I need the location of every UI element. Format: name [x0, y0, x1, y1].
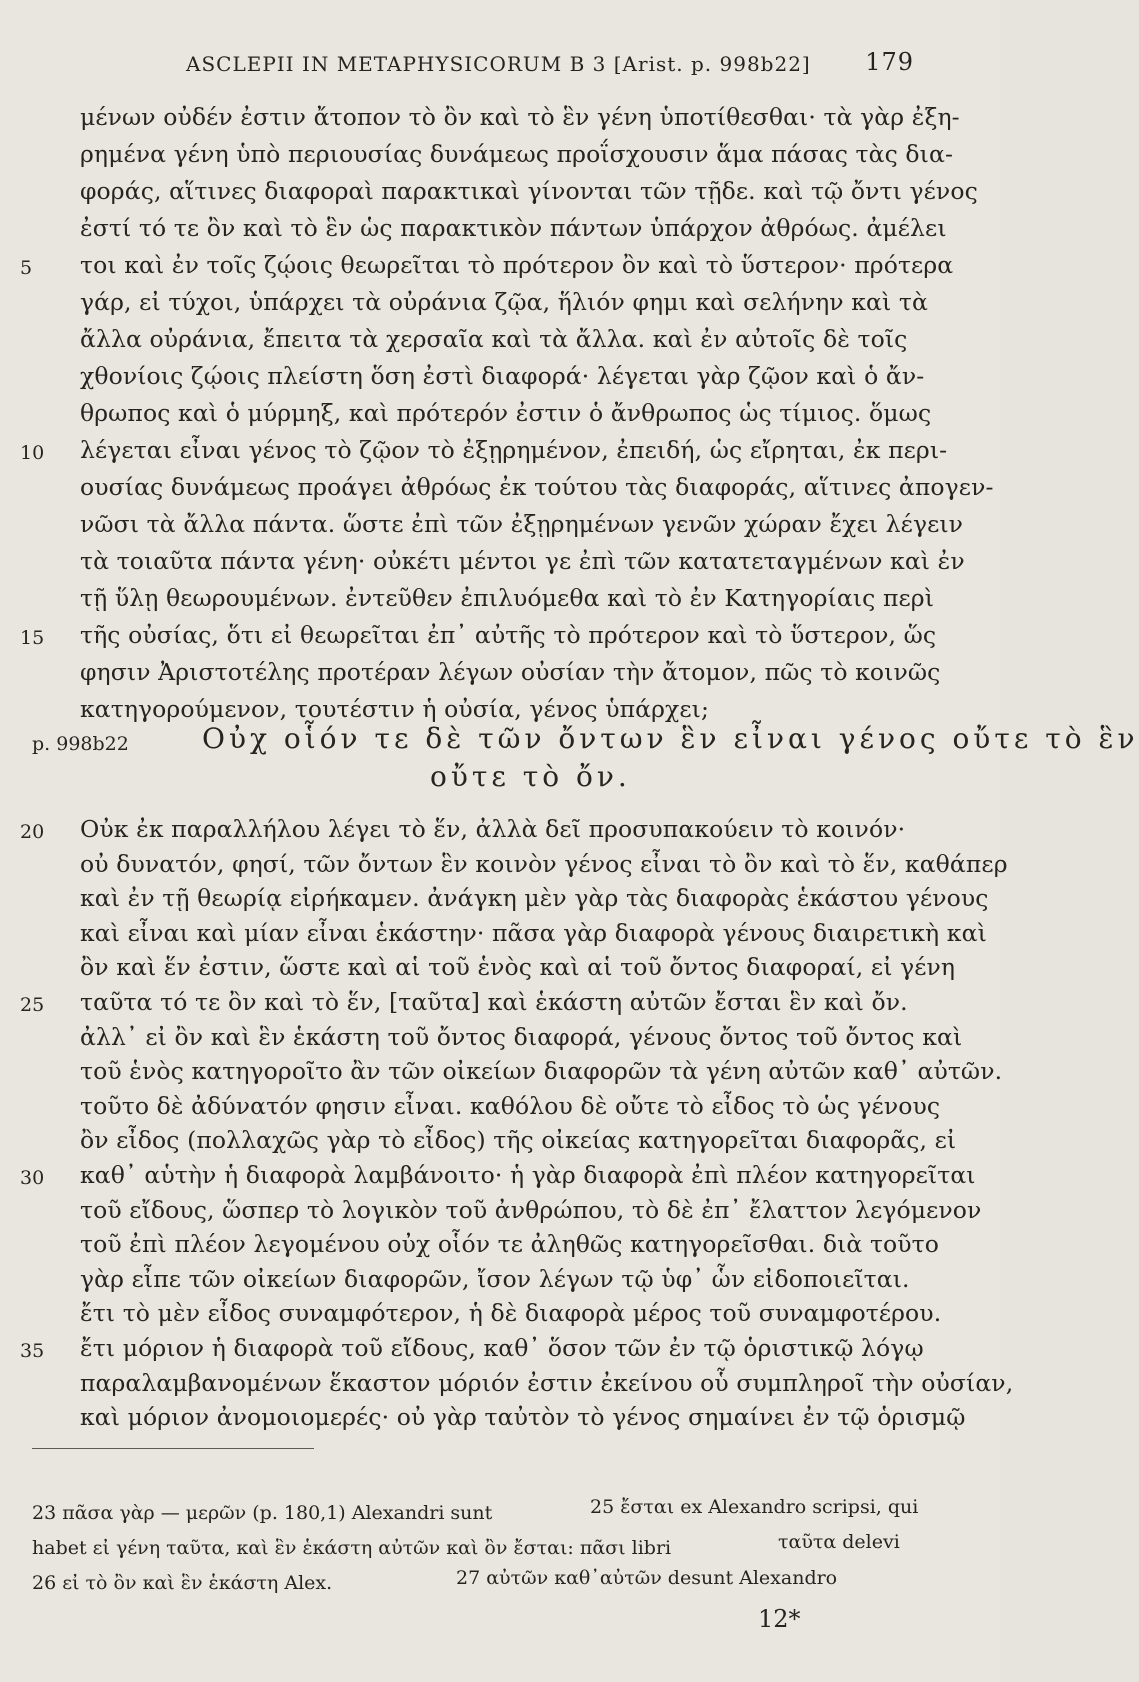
- line-text: καὶ ἐν τῇ θεωρίᾳ εἰρήκαμεν. ἀνάγκη μὲν γὰρ τὰς διαφορὰς ἑκάστου γένους: [80, 884, 989, 913]
- footnote-25-cont: habet εἰ γένη ταῦτα, καὶ ἓν ἑκάστη αὐτῶν καὶ ὂν ἔσται: πᾶσι libri: [32, 1537, 672, 1559]
- line-number: 20: [20, 821, 45, 843]
- line-text: κατηγορούμενον, τουτέστιν ἡ οὐσία, γένος ὑπάρχει;: [80, 695, 710, 723]
- line-number: 35: [20, 1340, 45, 1362]
- line-text: τοῦτο δὲ ἀδύνατόν φησιν εἶναι. καθόλου δὲ οὔτε τὸ εἶδος τὸ ὡς γένους: [80, 1091, 941, 1120]
- signature-mark: 12*: [758, 1605, 801, 1633]
- line-text: ὂν καὶ ἕν ἐστιν, ὥστε καὶ αἱ τοῦ ἑνὸς καὶ αἱ τοῦ ὄντος διαφοραί, εἰ γένη: [80, 953, 956, 982]
- footnote-27: 27 αὐτῶν καθ᾽αὐτῶν desunt Alexandro: [456, 1567, 838, 1589]
- footnote-rule: [32, 1448, 314, 1449]
- lemma-line-2: οὔτε τὸ ὄν.: [430, 760, 631, 793]
- line-text: φησιν Ἀριστοτέλης προτέραν λέγων οὐσίαν τὴν ἄτομον, πῶς τὸ κοινῶς: [80, 658, 941, 686]
- line-text: τῇ ὕλῃ θεωρουμένων. ἐντεῦθεν ἐπιλυόμεθα καὶ τὸ ἐν Κατηγορίαις περὶ: [80, 584, 935, 612]
- line-text: τοῦ ἑνὸς κατηγοροῖτο ἂν τῶν οἰκείων διαφορῶν τὰ γένη αὐτῶν καθ᾽ αὐτῶν.: [80, 1057, 1003, 1086]
- line-text: καὶ μόριον ἀνομοιομερές· οὐ γὰρ ταὐτὸν τὸ γένος σημαίνει ἐν τῷ ὁρισμῷ: [80, 1403, 966, 1432]
- line-text: ἔτι τὸ μὲν εἶδος συναμφότερον, ἡ δὲ διαφορὰ μέρος τοῦ συναμφοτέρου.: [80, 1299, 942, 1328]
- line-text: γὰρ εἶπε τῶν οἰκείων διαφορῶν, ἴσον λέγων τῷ ὑφ᾽ ὧν εἰδοποιεῖται.: [80, 1264, 910, 1293]
- line-text: παραλαμβανομένων ἕκαστον μόριόν ἐστιν ἐκείνου οὗ συμπληροῖ τὴν οὐσίαν,: [80, 1368, 1014, 1397]
- line-number: 15: [20, 627, 45, 649]
- line-text: τοι καὶ ἐν τοῖς ζῴοις θεωρεῖται τὸ πρότερον ὂν καὶ τὸ ὕστερον· πρότερα: [80, 251, 954, 279]
- line-text: λέγεται εἶναι γένος τὸ ζῷον τὸ ἐξῃρημένον, ἐπειδή, ὡς εἴρηται, ἐκ περι-: [80, 436, 948, 464]
- line-text: ἐστί τό τε ὂν καὶ τὸ ἓν ὡς παρακτικὸν πάντων ὑπάρχον ἀθρόως. ἀμέλει: [80, 214, 947, 242]
- line-text: τὰ τοιαῦτα πάντα γένη· οὐκέτι μέντοι γε ἐπὶ τῶν κατατεταγμένων καὶ ἐν: [80, 547, 965, 575]
- line-text: Οὐκ ἐκ παραλλήλου λέγει τὸ ἕν, ἀλλὰ δεῖ προσυπακούειν τὸ κοινόν·: [80, 815, 906, 843]
- running-title: ASCLEPII IN METAPHYSICORUM B 3 [Arist. p. 998b22]: [186, 52, 811, 76]
- lemma-line-1: Οὐχ οἷόν τε δὲ τῶν ὄντων ἓν εἶναι γένος οὔτε τὸ ἓν: [202, 722, 1139, 755]
- line-text: καὶ εἶναι καὶ μίαν εἶναι ἑκάστην· πᾶσα γὰρ διαφορὰ γένους διαιρετικὴ καὶ: [80, 918, 987, 947]
- line-text: ταῦτα τό τε ὂν καὶ τὸ ἕν, [ταῦτα] καὶ ἑκάστη αὐτῶν ἔσται ἓν καὶ ὄν.: [80, 988, 908, 1016]
- line-number: 30: [20, 1167, 45, 1189]
- line-text: θρωπος καὶ ὁ μύρμηξ, καὶ πρότερόν ἐστιν ὁ ἄνθρωπος ὡς τίμιος. ὅμως: [80, 399, 932, 427]
- line-text: ἔτι μόριον ἡ διαφορὰ τοῦ εἴδους, καθ᾽ ὅσον τῶν ἐν τῷ ὁριστικῷ λόγῳ: [80, 1334, 924, 1362]
- line-text: χθονίοις ζῴοις πλείστη ὅση ἐστὶ διαφορά· λέγεται γὰρ ζῷον καὶ ὁ ἄν-: [80, 362, 925, 390]
- running-head: [150, 48, 914, 82]
- line-text: καθ᾽ αὑτὴν ἡ διαφορὰ λαμβάνοιτο· ἡ γὰρ διαφορὰ ἐπὶ πλέον κατηγορεῖται: [80, 1161, 976, 1189]
- line-text: οὐ δυνατόν, φησί, τῶν ὄντων ἓν κοινὸν γένος εἶναι τὸ ὂν καὶ τὸ ἕν, καθάπερ: [80, 849, 1008, 878]
- line-text: μένων οὐδέν ἐστιν ἄτοπον τὸ ὂν καὶ τὸ ἓν γένη ὑποτίθεσθαι· τὰ γὰρ ἐξη-: [80, 103, 960, 131]
- line-text: ουσίας δυνάμεως προάγει ἀθρόως ἐκ τούτου τὰς διαφοράς, αἵτινες ἀπογεν-: [80, 473, 994, 501]
- line-text: γάρ, εἰ τύχοι, ὑπάρχει τὰ οὐράνια ζῷα, ἥλιόν φημι καὶ σελήνην καὶ τὰ: [80, 288, 928, 316]
- line-number: 5: [20, 257, 33, 279]
- line-text: τῆς οὐσίας, ὅτι εἰ θεωρεῖται ἐπ᾽ αὐτῆς τὸ πρότερον καὶ τὸ ὕστερον, ὥς: [80, 621, 937, 649]
- line-number: 10: [20, 442, 45, 464]
- footnote-26: 26 εἰ τὸ ὂν καὶ ἓν ἑκάστη Alex.: [32, 1572, 333, 1594]
- footnote-23: 23 πᾶσα γὰρ — μερῶν (p. 180,1) Alexandri sunt: [32, 1502, 493, 1524]
- line-text: ἀλλ᾽ εἰ ὂν καὶ ἓν ἑκάστη τοῦ ὄντος διαφορά, γένους ὄντος τοῦ ὄντος καὶ: [80, 1022, 963, 1051]
- footnote-25: 25 ἔσται ex Alexandro scripsi, qui: [590, 1496, 919, 1518]
- lemma-reference: p. 998b22: [32, 733, 129, 755]
- line-text: ρημένα γένη ὑπὸ περιουσίας δυνάμεως προΐσχουσιν ἅμα πάσας τὰς δια-: [80, 140, 954, 168]
- line-text: ἄλλα οὐράνια, ἔπειτα τὰ χερσαῖα καὶ τὰ ἄλλα. καὶ ἐν αὐτοῖς δὲ τοῖς: [80, 325, 908, 353]
- line-text: φοράς, αἵτινες διαφοραὶ παρακτικαὶ γίνονται τῶν τῇδε. καὶ τῷ ὄντι γένος: [80, 177, 978, 205]
- line-text: τοῦ εἴδους, ὥσπερ τὸ λογικὸν τοῦ ἀνθρώπου, τὸ δὲ ἐπ᾽ ἔλαττον λεγόμενον: [80, 1195, 982, 1224]
- line-number: 25: [20, 994, 45, 1016]
- footnote-25-end: ταῦτα delevi: [778, 1531, 900, 1553]
- page-number: 179: [865, 48, 914, 76]
- line-text: ὂν εἶδος (πολλαχῶς γὰρ τὸ εἶδος) τῆς οἰκείας κατηγορεῖται διαφορᾶς, εἰ: [80, 1126, 957, 1155]
- line-text: νῶσι τὰ ἄλλα πάντα. ὥστε ἐπὶ τῶν ἐξῃρημένων γενῶν χώραν ἔχει λέγειν: [80, 510, 964, 538]
- line-text: τοῦ ἐπὶ πλέον λεγομένου οὐχ οἷόν τε ἀληθῶς κατηγορεῖσθαι. διὰ τοῦτο: [80, 1230, 940, 1259]
